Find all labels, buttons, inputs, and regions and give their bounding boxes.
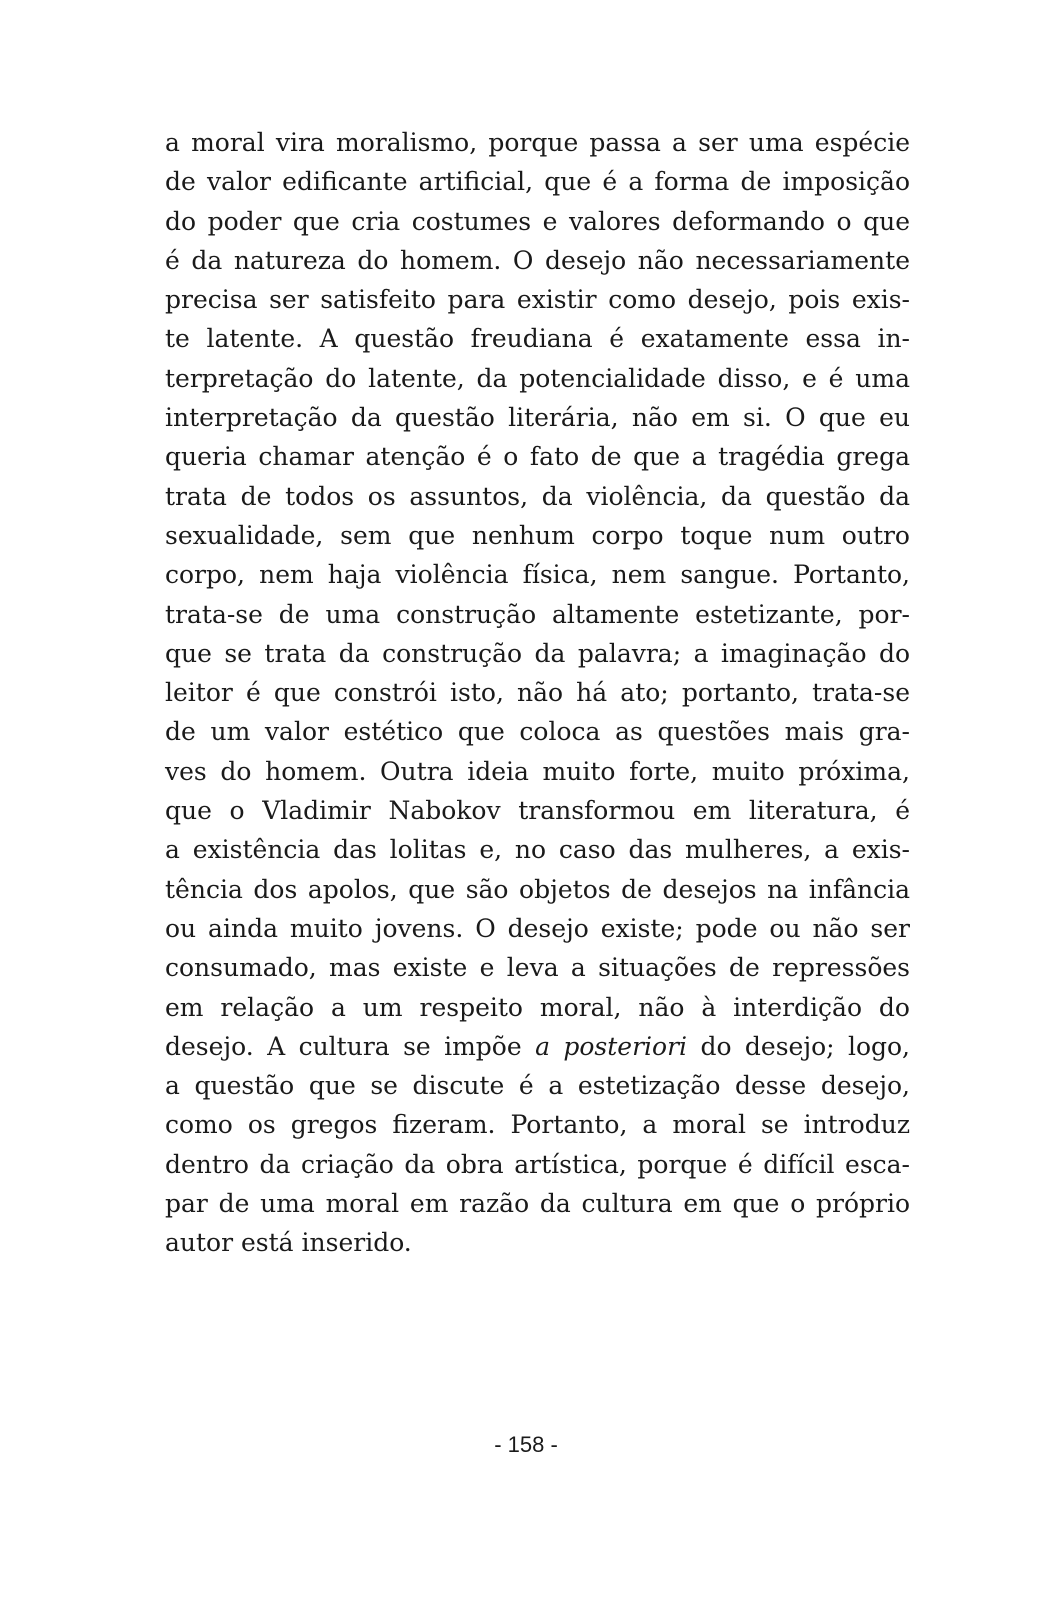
text-line: leitor é que constrói isto, não há ato; portanto, trata-se: [165, 678, 910, 708]
text-line: tência dos apolos, que são objetos de desejos na infância: [165, 874, 910, 904]
text-line: ou ainda muito jovens. O desejo existe; pode ou não ser: [165, 913, 910, 943]
text-line: do poder que cria costumes e valores deformando o que: [165, 206, 910, 236]
text-line-last: autor está inserido.: [165, 1228, 412, 1258]
text-segment: desejo. A cultura se impõe: [165, 1031, 536, 1061]
page-number: - 158 -: [494, 1432, 558, 1457]
text-line: de valor edificante artificial, que é a forma de imposição: [165, 167, 910, 197]
text-line: consumado, mas existe e leva a situações de repressões: [165, 953, 910, 983]
text-line: trata-se de uma construção altamente estetizante, por-: [165, 599, 910, 629]
text-line: sexualidade, sem que nenhum corpo toque num outro: [165, 520, 910, 550]
text-segment: do desejo; logo,: [687, 1031, 910, 1061]
text-line: par de uma moral em razão da cultura em que o próprio: [165, 1189, 910, 1219]
text-line: de um valor estético que coloca as questões mais gra-: [165, 717, 910, 747]
italic-term: a posteriori: [535, 1031, 688, 1061]
text-line: como os gregos fizeram. Portanto, a moral se introduz: [165, 1110, 910, 1140]
text-line: a questão que se discute é a estetização desse desejo,: [165, 1071, 910, 1101]
text-line: trata de todos os assuntos, da violência, da questão da: [165, 481, 910, 511]
text-line: é da natureza do homem. O desejo não necessariamente: [165, 245, 910, 275]
text-line: a moral vira moralismo, porque passa a ser uma espécie: [165, 128, 910, 157]
text-line: que se trata da construção da palavra; a imaginação do: [165, 638, 910, 668]
text-line: que o Vladimir Nabokov transformou em literatura, é: [165, 796, 910, 826]
text-line: ves do homem. Outra ideia muito forte, muito próxima,: [165, 756, 910, 786]
text-line: em relação a um respeito moral, não à interdição do: [165, 992, 910, 1022]
text-line: precisa ser satisfeito para existir como desejo, pois exis-: [165, 285, 910, 315]
text-line: queria chamar atenção é o fato de que a tragédia grega: [165, 442, 910, 472]
text-line: te latente. A questão freudiana é exatamente essa in-: [165, 324, 910, 354]
text-line: corpo, nem haja violência física, nem sangue. Portanto,: [165, 560, 910, 590]
text-line-with-italic: [165, 1027, 910, 1066]
text-line: a existência das lolitas e, no caso das mulheres, a exis-: [165, 835, 910, 865]
text-line: dentro da criação da obra artística, porque é difícil esca-: [165, 1149, 910, 1179]
text-line: terpretação do latente, da potencialidade disso, e é uma: [165, 363, 910, 393]
text-line: interpretação da questão literária, não em si. O que eu: [165, 403, 910, 433]
body-text: [165, 123, 910, 1263]
